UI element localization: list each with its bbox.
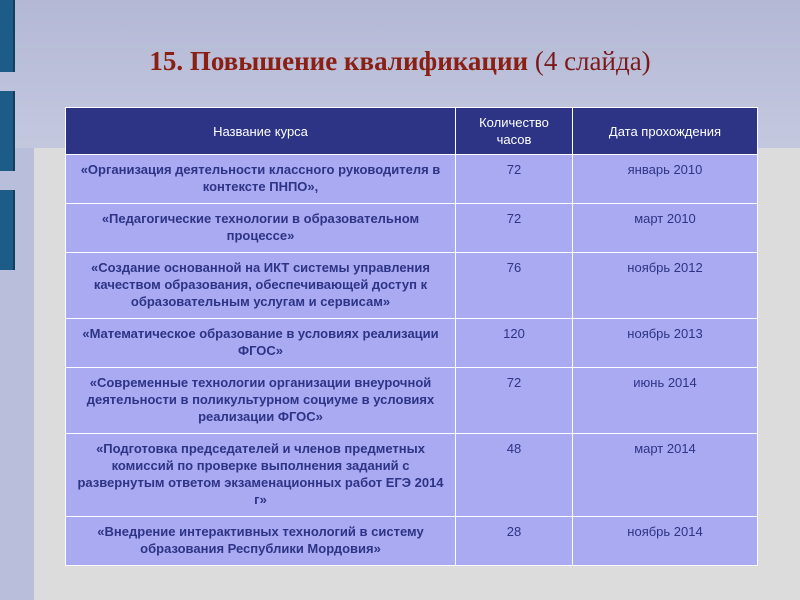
slide-title-subtitle: (4 слайда) — [534, 46, 651, 76]
table-header-row — [66, 108, 758, 155]
table-row — [66, 155, 758, 204]
courses-table — [65, 107, 758, 566]
course-name-cell: «Организация деятельности классного руководителя в контексте ПНПО», — [66, 155, 456, 204]
course-name-cell: «Внедрение интерактивных технологий в систему образования Республики Мордовия» — [66, 517, 456, 566]
header-date: Дата прохождения — [573, 108, 758, 155]
header-course-name: Название курса — [66, 108, 456, 155]
header-hours: Количество часов — [456, 108, 573, 155]
hours-cell: 72 — [456, 155, 573, 204]
table-row — [66, 204, 758, 253]
course-name-cell: «Создание основанной на ИКТ системы управления качеством образования, обеспечивающей доступ к образовательным услугам и сервисам» — [66, 253, 456, 319]
course-name-cell: «Математическое образование в условиях реализации ФГОС» — [66, 319, 456, 368]
course-name-cell: «Современные технологии организации внеурочной деятельности в поликультурном социуме в условиях реализации ФГОС» — [66, 368, 456, 434]
hours-cell: 28 — [456, 517, 573, 566]
date-cell: март 2010 — [573, 204, 758, 253]
table-row — [66, 434, 758, 517]
date-cell: ноябрь 2013 — [573, 319, 758, 368]
decorative-bar-2 — [0, 91, 15, 171]
slide-title-main: 15. Повышение квалификации — [149, 46, 529, 76]
table-row — [66, 517, 758, 566]
table-row — [66, 253, 758, 319]
date-cell: июнь 2014 — [573, 368, 758, 434]
hours-cell: 72 — [456, 204, 573, 253]
hours-cell: 76 — [456, 253, 573, 319]
hours-cell: 48 — [456, 434, 573, 517]
decorative-bar-3 — [0, 190, 15, 270]
date-cell: ноябрь 2014 — [573, 517, 758, 566]
date-cell: март 2014 — [573, 434, 758, 517]
table-row — [66, 319, 758, 368]
hours-cell: 120 — [456, 319, 573, 368]
course-name-cell: «Педагогические технологии в образовательном процессе» — [66, 204, 456, 253]
course-name-cell: «Подготовка председателей и членов предметных комиссий по проверке выполнения заданий с развернутым ответом экзаменационных работ ЕГЭ 2014 г» — [66, 434, 456, 517]
slide-title — [0, 46, 800, 77]
date-cell: январь 2010 — [573, 155, 758, 204]
table-row — [66, 368, 758, 434]
hours-cell: 72 — [456, 368, 573, 434]
date-cell: ноябрь 2012 — [573, 253, 758, 319]
